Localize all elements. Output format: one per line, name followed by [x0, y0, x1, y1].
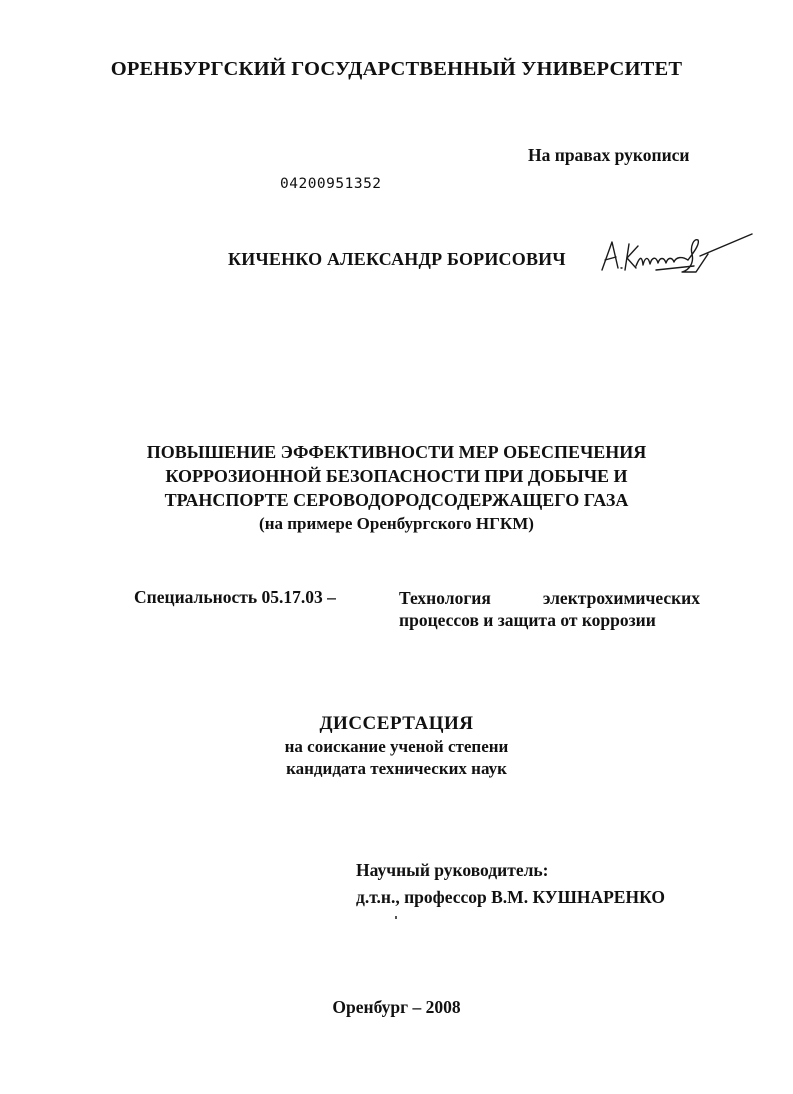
city-year: Оренбург – 2008: [332, 997, 461, 1017]
scan-speck: [395, 916, 397, 919]
title-subtitle: (на примере Оренбургского НГКМ): [259, 514, 534, 533]
specialty-value: [399, 587, 700, 631]
specialty-value-line-2: процессов и защита от коррозии: [399, 610, 656, 630]
author-signature: [596, 230, 756, 278]
dissertation-heading: ДИССЕРТАЦИЯ: [319, 713, 474, 734]
dissertation-degree-block: [0, 712, 793, 780]
specialty-label: Специальность 05.17.03 –: [134, 587, 336, 607]
manuscript-note: На правах рукописи: [528, 145, 690, 165]
title-line-2: КОРРОЗИОННОЙ БЕЗОПАСНОСТИ ПРИ ДОБЫЧЕ И: [165, 466, 628, 486]
specialty-value-line-1: Технология электрохимических: [399, 588, 700, 608]
degree-line-1: на соискание ученой степени: [284, 737, 509, 756]
title-line-1: ПОВЫШЕНИЕ ЭФФЕКТИВНОСТИ МЕР ОБЕСПЕЧЕНИЯ: [146, 442, 647, 462]
advisor-label: Научный руководитель:: [356, 860, 549, 880]
degree-line-2: кандидата технических наук: [286, 759, 507, 778]
dissertation-title: [0, 440, 793, 535]
advisor-name: д.т.н., профессор В.М. КУШНАРЕНКО: [356, 887, 665, 907]
university-name: ОРЕНБУРГСКИЙ ГОСУДАРСТВЕННЫЙ УНИВЕРСИТЕТ: [110, 58, 683, 80]
title-line-3: ТРАНСПОРТЕ СЕРОВОДОРОДСОДЕРЖАЩЕГО ГАЗА: [164, 490, 629, 510]
author-name: КИЧЕНКО АЛЕКСАНДР БОРИСОВИЧ: [228, 249, 566, 269]
catalog-number: 04200951352: [280, 176, 382, 192]
